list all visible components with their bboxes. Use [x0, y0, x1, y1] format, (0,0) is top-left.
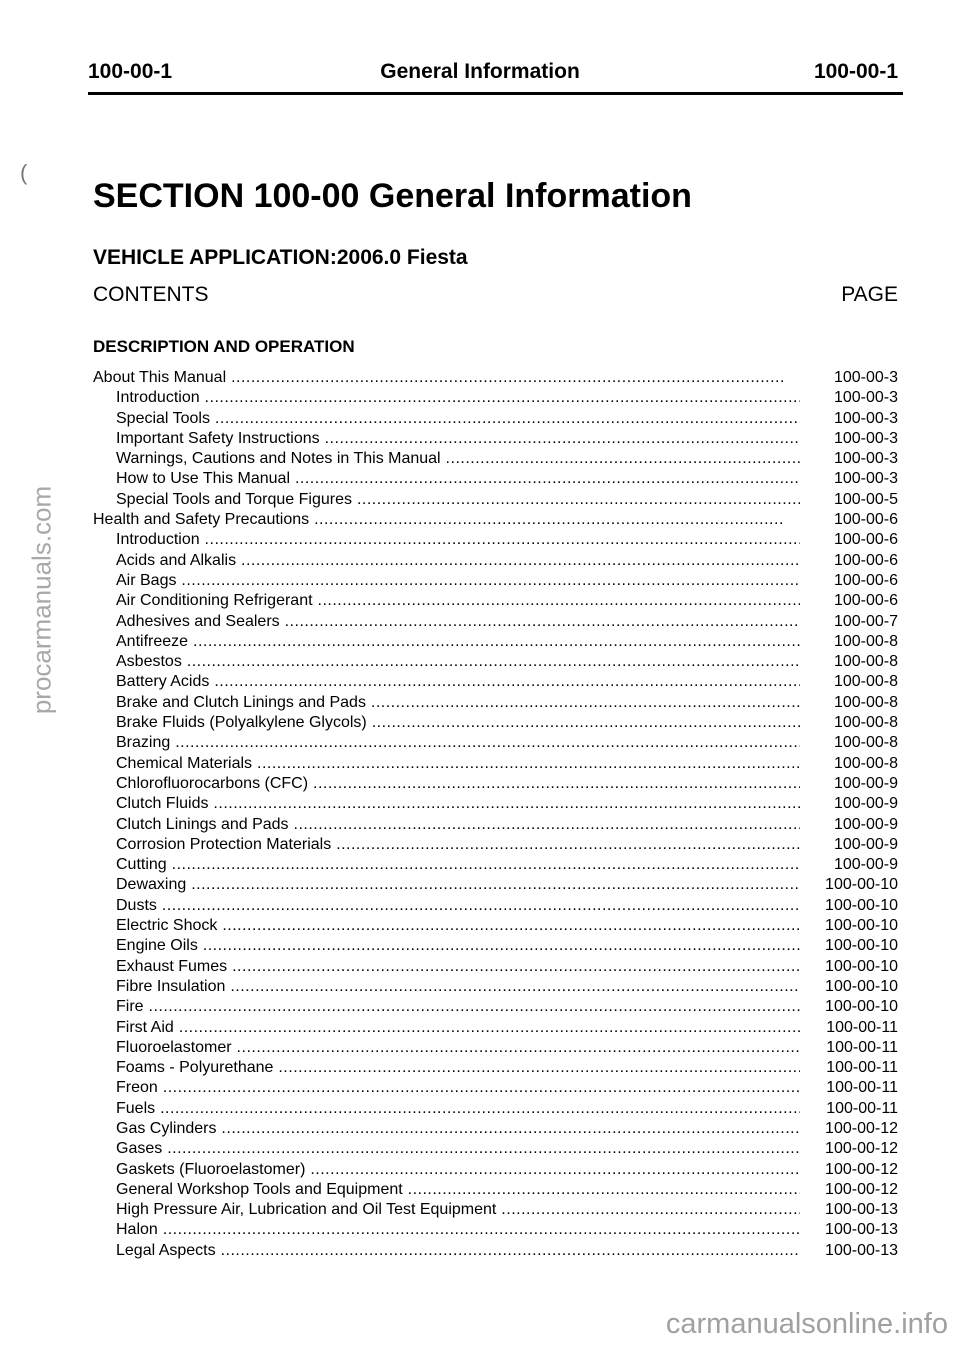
toc-entry-title: Gases ..... [116, 1139, 800, 1159]
toc-entry-title: Warnings, Cautions and Notes in This Manual ..... [116, 449, 800, 469]
toc-entry-title: Antifreeze ..... [116, 632, 800, 652]
toc-entry-page: 100-00-3 [833, 470, 898, 488]
table-of-contents [0, 368, 960, 1261]
toc-entry-page: 100-00-3 [833, 450, 898, 468]
toc-entry-page: 100-00-3 [833, 389, 898, 407]
toc-entry-page: 100-00-12 [825, 1119, 898, 1137]
toc-entry-title: Introduction ..... [116, 530, 800, 550]
toc-entry-title: Freon ..... [116, 1078, 800, 1098]
toc-entry-page: 100-00-10 [825, 917, 898, 935]
header-page-number-left: 100-00-1 [88, 60, 173, 83]
toc-entry-page: 100-00-13 [825, 1241, 898, 1259]
toc-entry [0, 490, 960, 510]
toc-entry [0, 875, 960, 895]
toc-entry-title: Chemical Materials ..... [116, 754, 800, 774]
toc-entry-page: 100-00-11 [826, 1038, 898, 1056]
toc-entry [0, 1099, 960, 1119]
description-heading: DESCRIPTION AND OPERATION [93, 337, 355, 356]
toc-entry-title: Exhaust Fumes ..... [116, 957, 800, 977]
toc-entry-title: Air Bags ..... [116, 571, 800, 591]
toc-entry-title: Clutch Linings and Pads ..... [116, 815, 800, 835]
toc-entry [0, 409, 960, 429]
toc-entry-page: 100-00-12 [825, 1160, 898, 1178]
toc-entry [0, 794, 960, 814]
toc-entry [0, 368, 960, 388]
toc-entry [0, 571, 960, 591]
toc-entry [0, 754, 960, 774]
toc-entry-page: 100-00-8 [833, 714, 898, 732]
toc-entry [0, 429, 960, 449]
toc-entry [0, 835, 960, 855]
toc-entry-page: 100-00-13 [825, 1221, 898, 1239]
toc-entry-page: 100-00-10 [825, 998, 898, 1016]
toc-entry-title: Brake and Clutch Linings and Pads ..... [116, 693, 800, 713]
toc-entry-page: 100-00-9 [833, 856, 898, 874]
toc-entry-title: Brazing ..... [116, 733, 800, 753]
toc-entry-title: High Pressure Air, Lubrication and Oil Test Equipment ..... [116, 1200, 800, 1220]
toc-entry-title: Engine Oils ..... [116, 936, 800, 956]
toc-entry-title: Health and Safety Precautions ..... [93, 510, 783, 530]
toc-entry-title: Cutting ..... [116, 855, 800, 875]
toc-entry [0, 1160, 960, 1180]
toc-entry-page: 100-00-10 [825, 937, 898, 955]
toc-entry-page: 100-00-7 [833, 612, 898, 630]
toc-entry [0, 632, 960, 652]
toc-entry-title: Acids and Alkalis ..... [116, 551, 800, 571]
page-column-label: PAGE [841, 283, 898, 306]
toc-entry [0, 672, 960, 692]
side-watermark: procarmanuals.com [26, 485, 57, 715]
toc-entry-title: Brake Fluids (Polyalkylene Glycols) ..... [116, 713, 800, 733]
toc-entry-title: Gas Cylinders ..... [116, 1119, 800, 1139]
toc-entry [0, 713, 960, 733]
toc-entry-title: Special Tools ..... [116, 409, 800, 429]
toc-entry-title: Fibre Insulation ..... [116, 977, 800, 997]
toc-entry-page: 100-00-11 [826, 1059, 898, 1077]
toc-entry-title: Special Tools and Torque Figures ..... [116, 490, 800, 510]
toc-entry-page: 100-00-9 [833, 815, 898, 833]
toc-entry [0, 957, 960, 977]
toc-entry-page: 100-00-8 [833, 673, 898, 691]
header-page-number-right: 100-00-1 [813, 60, 898, 83]
toc-entry-title: Introduction ..... [116, 388, 800, 408]
toc-entry [0, 591, 960, 611]
toc-entry-page: 100-00-3 [833, 369, 898, 386]
toc-entry-page: 100-00-11 [826, 1018, 898, 1036]
toc-entry-page: 100-00-5 [833, 490, 898, 508]
toc-entry-title: Electric Shock ..... [116, 916, 800, 936]
toc-entry-title: How to Use This Manual ..... [116, 469, 800, 489]
toc-entry-page: 100-00-10 [825, 977, 898, 995]
toc-entry-title: Legal Aspects ..... [116, 1241, 800, 1261]
toc-entry-page: 100-00-10 [825, 896, 898, 914]
toc-entry [0, 1078, 960, 1098]
toc-entry-page: 100-00-6 [833, 511, 898, 529]
toc-entry [0, 551, 960, 571]
toc-entry [0, 1139, 960, 1159]
toc-entry-page: 100-00-13 [825, 1201, 898, 1219]
toc-entry [0, 1200, 960, 1220]
section-title: SECTION 100-00 General Information [93, 177, 692, 215]
toc-entry-title: Battery Acids ..... [116, 672, 800, 692]
toc-entry [0, 388, 960, 408]
toc-entry-title: General Workshop Tools and Equipment ..... [116, 1180, 800, 1200]
toc-entry [0, 1058, 960, 1078]
toc-entry-page: 100-00-3 [833, 409, 898, 427]
toc-entry [0, 1038, 960, 1058]
toc-entry-title: Adhesives and Sealers ..... [116, 612, 800, 632]
toc-entry-page: 100-00-8 [833, 693, 898, 711]
toc-entry [0, 510, 960, 530]
toc-entry [0, 612, 960, 632]
toc-entry-page: 100-00-8 [833, 754, 898, 772]
toc-entry [0, 774, 960, 794]
toc-entry [0, 916, 960, 936]
toc-entry [0, 977, 960, 997]
header-title: General Information [380, 60, 580, 83]
toc-entry [0, 1018, 960, 1038]
toc-entry [0, 815, 960, 835]
toc-entry-title: Fire ..... [116, 997, 800, 1017]
toc-entry-page: 100-00-8 [833, 632, 898, 650]
scan-artifact-mark: ( [20, 160, 28, 185]
toc-entry-page: 100-00-6 [833, 571, 898, 589]
toc-entry-title: Fluoroelastomer ..... [116, 1038, 800, 1058]
bottom-watermark: carmanualsonline.info [665, 1308, 948, 1340]
toc-entry [0, 469, 960, 489]
toc-entry-page: 100-00-11 [826, 1079, 898, 1097]
toc-entry-title: Dewaxing ..... [116, 875, 800, 895]
toc-entry-page: 100-00-8 [833, 734, 898, 752]
toc-entry-page: 100-00-9 [833, 774, 898, 792]
toc-entry [0, 733, 960, 753]
toc-entry-page: 100-00-12 [825, 1140, 898, 1158]
toc-entry [0, 652, 960, 672]
toc-entry [0, 855, 960, 875]
toc-entry-page: 100-00-10 [825, 957, 898, 975]
toc-entry-title: Chlorofluorocarbons (CFC) ..... [116, 774, 800, 794]
header-divider [88, 92, 903, 95]
toc-entry-title: About This Manual ..... [93, 368, 783, 388]
toc-entry-page: 100-00-12 [825, 1180, 898, 1198]
toc-entry-title: Dusts ..... [116, 896, 800, 916]
toc-entry-title: First Aid ..... [116, 1018, 800, 1038]
toc-entry [0, 1241, 960, 1261]
toc-entry [0, 693, 960, 713]
contents-label: CONTENTS [93, 283, 209, 306]
toc-entry-page: 100-00-6 [833, 551, 898, 569]
toc-entry [0, 896, 960, 916]
toc-entry-page: 100-00-9 [833, 835, 898, 853]
toc-entry [0, 1220, 960, 1240]
toc-entry-title: Asbestos ..... [116, 652, 800, 672]
toc-entry [0, 1119, 960, 1139]
toc-entry-page: 100-00-10 [825, 876, 898, 894]
toc-entry [0, 936, 960, 956]
vehicle-application: VEHICLE APPLICATION:2006.0 Fiesta [93, 246, 468, 269]
toc-entry-title: Important Safety Instructions ..... [116, 429, 800, 449]
toc-entry-page: 100-00-6 [833, 531, 898, 549]
toc-entry-page: 100-00-8 [833, 653, 898, 671]
toc-entry-title: Gaskets (Fluoroelastomer) ..... [116, 1160, 800, 1180]
toc-entry-title: Fuels ..... [116, 1099, 800, 1119]
toc-entry [0, 530, 960, 550]
toc-entry-page: 100-00-11 [826, 1099, 898, 1117]
toc-entry-title: Air Conditioning Refrigerant ..... [116, 591, 800, 611]
toc-entry-title: Foams - Polyurethane ..... [116, 1058, 800, 1078]
toc-entry [0, 1180, 960, 1200]
toc-entry [0, 997, 960, 1017]
toc-entry-title: Halon ..... [116, 1220, 800, 1240]
toc-entry-title: Clutch Fluids ..... [116, 794, 800, 814]
toc-entry-page: 100-00-9 [833, 795, 898, 813]
toc-entry [0, 449, 960, 469]
toc-entry-page: 100-00-6 [833, 592, 898, 610]
toc-entry-title: Corrosion Protection Materials ..... [116, 835, 800, 855]
toc-entry-page: 100-00-3 [833, 429, 898, 447]
